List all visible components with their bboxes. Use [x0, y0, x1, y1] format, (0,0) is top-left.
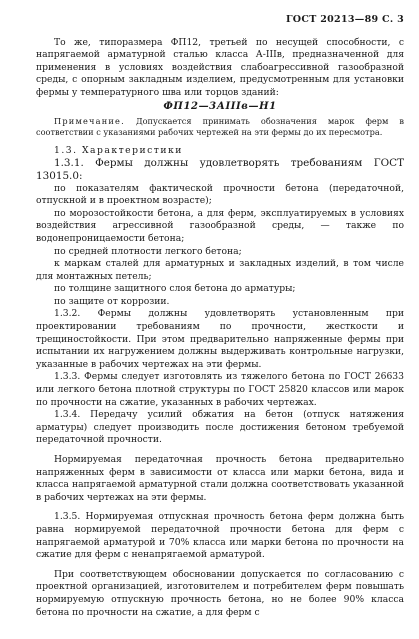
- clause-1-3-1-lead: 1.3.1. Фермы должны удовлетворять требованиям ГОСТ 13015.0:: [36, 157, 404, 182]
- clause-1-3-4: 1.3.4. Передачу усилий обжатия на бетон (отпуск натяжения арматуры) следует производить после достижения бетоном требуемой передаточной прочности.: [36, 409, 404, 446]
- clause-1-3-5: 1.3.5. Нормируемая отпускная прочность бетона ферм должна быть равна нормируемой передаточной прочности бетона для ферм с напрягаемой арматурой и 70% класса или марки бетона по прочности на сжатие для ферм с ненапрягаемой арматурой.: [36, 511, 404, 561]
- note-paragraph: [36, 116, 404, 138]
- clause-1-3-1-item: по морозостойкости бетона, а для ферм, эксплуатируемых в условиях воздействия агрессивной газообразной среды, — также по водонепроницаемости бетона;: [36, 207, 404, 244]
- note-label: Примечание.: [54, 116, 125, 127]
- clause-1-3-1-item: по защите от коррозии.: [54, 295, 170, 307]
- section-heading: 1.3. Характеристики: [54, 144, 183, 156]
- note-text: Допускается принимать обозначения марок ферм в соответствии с указаниями рабочих чертежей на эти фермы до их пересмотра.: [36, 116, 404, 137]
- transfer-strength-paragraph: Нормируемая передаточная прочность бетона предварительно напряженных ферм в зависимости от класса или марки бетона, вида и класса напрягаемой арматурной стали должна соответствовать указанной в рабочих чертежах на эти фермы.: [36, 454, 404, 503]
- clause-1-3-1-item: по средней плотности легкого бетона;: [54, 245, 242, 257]
- designation-formula: ФП12—3АIIIв—Н1: [163, 100, 277, 112]
- intro-paragraph: То же, типоразмера ФП12, третьей по несущей способности, с напрягаемой арматурной сталью класса А-IIIв, предназначенной для применения в условиях воздействия слабоагрессивной газообразной среды, с опорным закладным изделием, предусмотренным для установки фермы у температурного шва или торцов зданий:: [36, 36, 404, 98]
- clause-1-3-1-item: по показателям фактической прочности бетона (передаточной, отпускной и в проектном возрасте);: [36, 182, 404, 207]
- clause-1-3-1-item: к маркам сталей для арматурных и закладных изделий, в том числе для монтажных петель;: [36, 258, 404, 282]
- clause-1-3-3: 1.3.3. Фермы следует изготовлять из тяжелого бетона по ГОСТ 26633 или легкого бетона плотной структуры по ГОСТ 25820 классов или марок по прочности на сжатие, указанных в рабочих чертежах.: [36, 371, 404, 408]
- clause-1-3-2: 1.3.2. Фермы должны удовлетворять установленным при проектировании требованиям по прочности, жесткости и трещиностойкости. При этом предварительно напряженные фермы при испытании их нагружением должны выдерживать контрольные нагрузки, указанные в рабочих чертежах на эти фермы.: [36, 308, 404, 370]
- document-page: [36, 14, 404, 619]
- page-header: ГОСТ 20213—89 С. 3: [285, 14, 404, 25]
- approval-paragraph: При соответствующем обосновании допускается по согласованию с проектной организацией, изготовителем и потребителем ферм повышать нормируемую отпускную прочность бетона, но не более 90% класса бетона по прочности на сжатие, а для ферм с: [36, 568, 404, 618]
- clause-1-3-1-item: по толщине защитного слоя бетона до арматуры;: [54, 283, 296, 295]
